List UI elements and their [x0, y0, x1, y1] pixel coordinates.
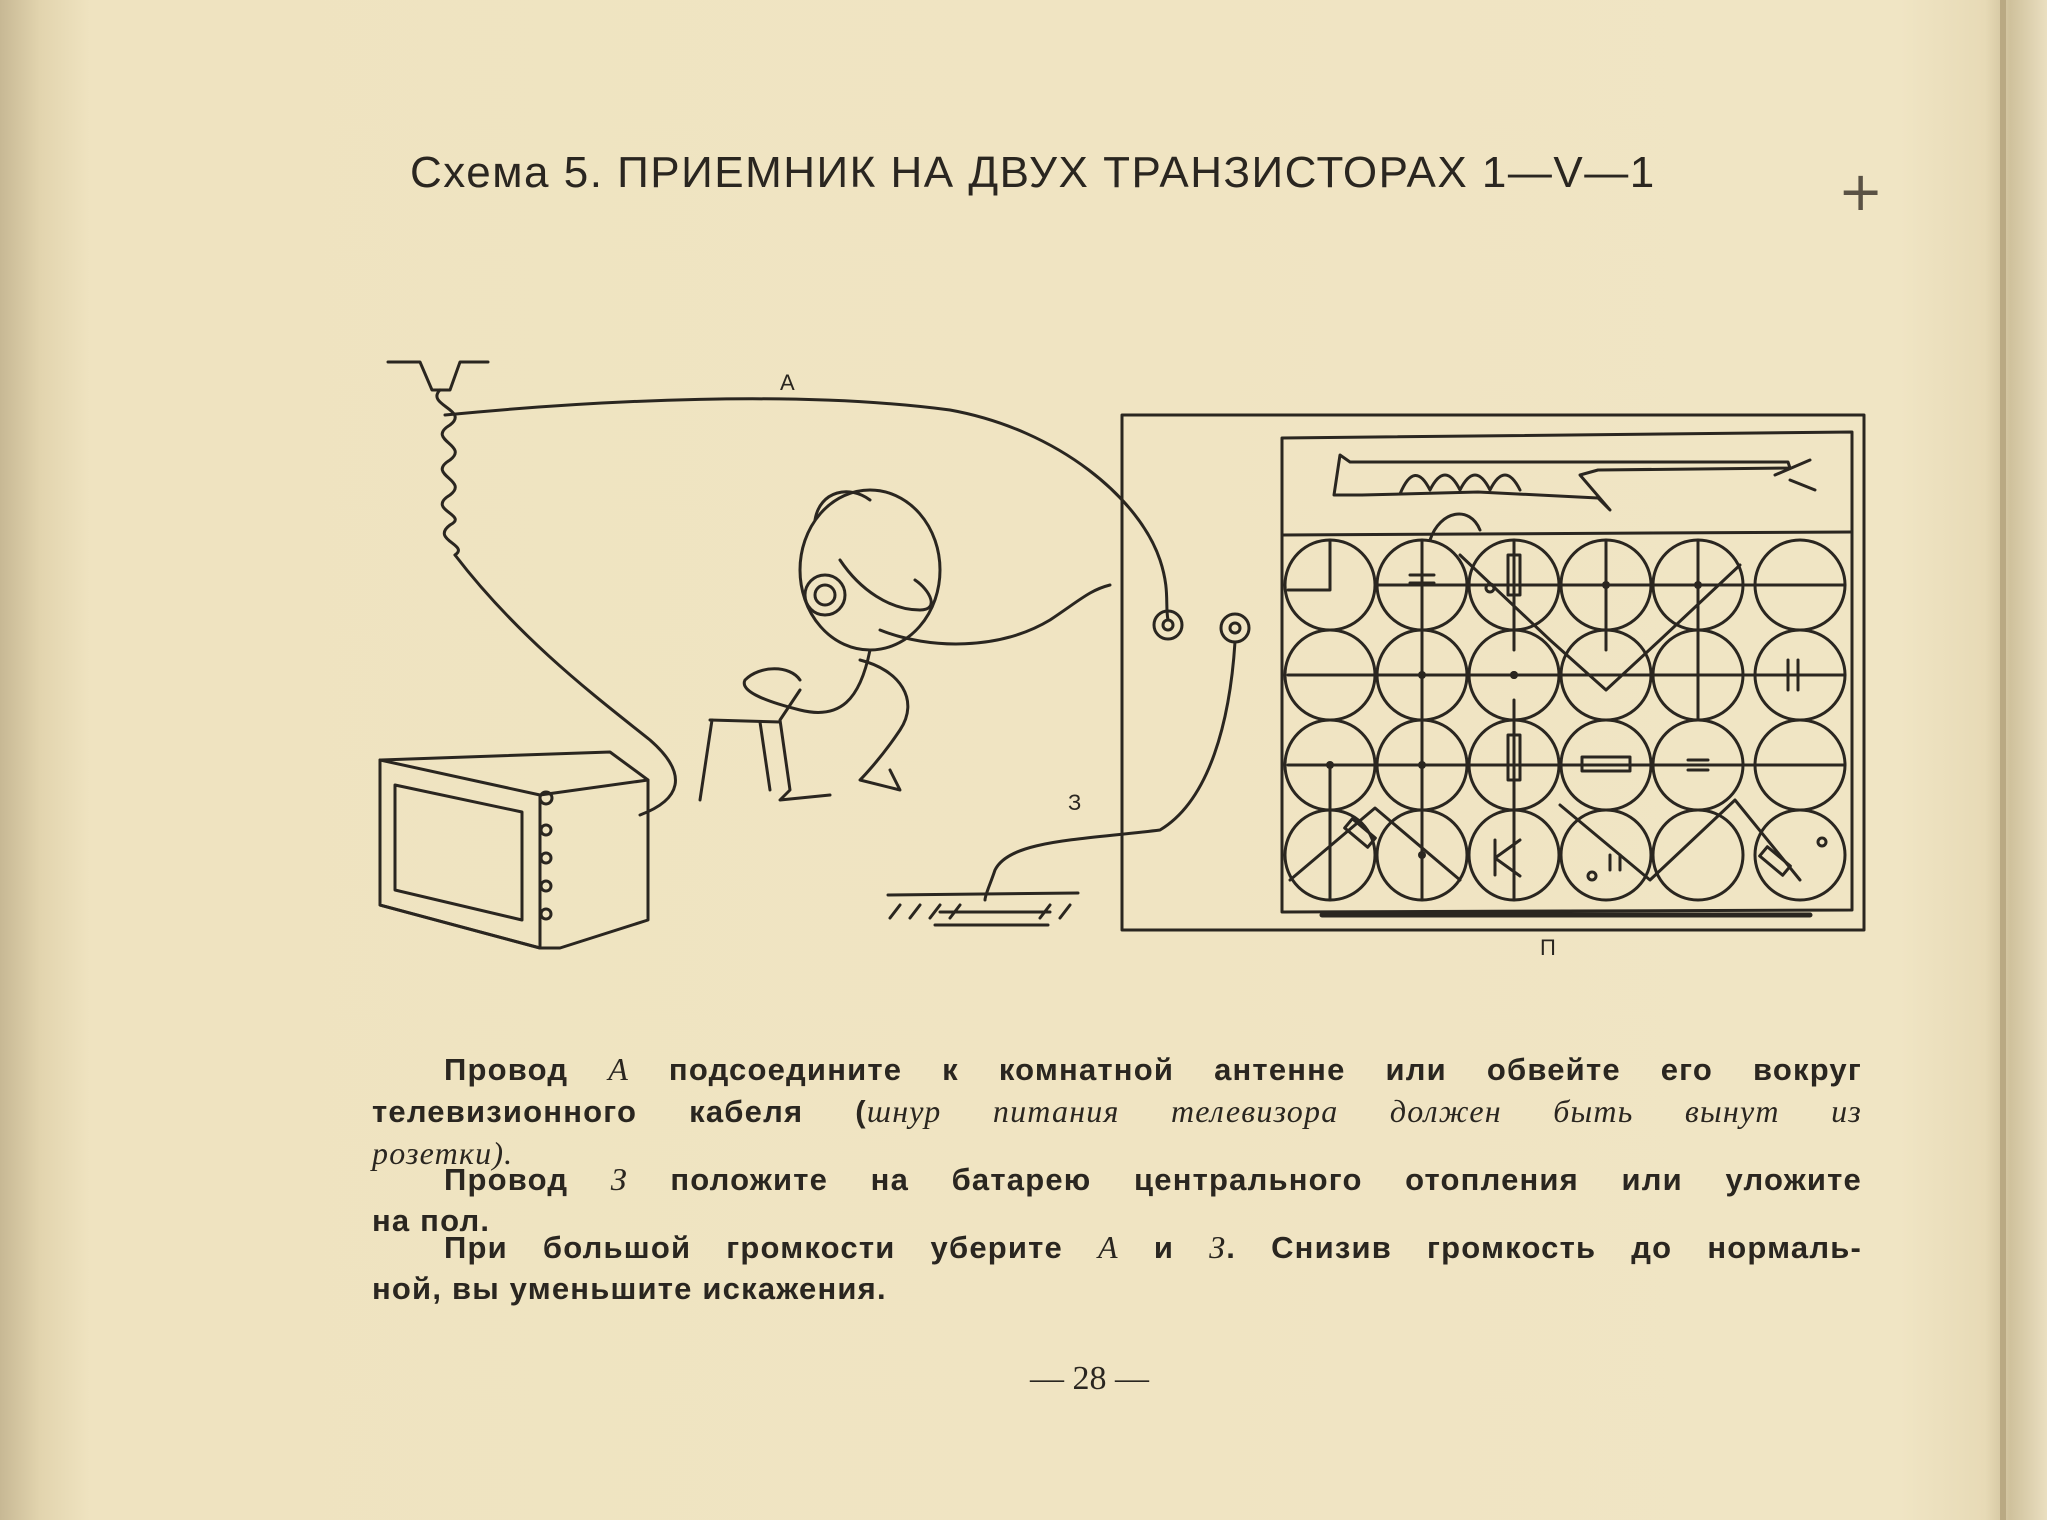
paragraph-1-line-2	[372, 1090, 1862, 1133]
p3-var-z: З	[1209, 1229, 1227, 1265]
p1-text: телевизионного кабеля (	[372, 1094, 867, 1129]
title-prefix: Схема	[410, 148, 550, 197]
figure-label-p: П	[1540, 935, 1556, 960]
boy-with-headphones-icon	[700, 490, 1110, 800]
figure-label-z: З	[1068, 790, 1082, 815]
p3-text: При большой громкости уберите	[444, 1230, 1099, 1265]
p1-var-a: А	[608, 1051, 629, 1087]
pencil-mark: +	[1838, 160, 1884, 223]
component-grid	[1285, 540, 1845, 900]
title-number: 5.	[563, 148, 604, 197]
paragraph-3-line-2: ной, вы уменьшите искажения.	[372, 1271, 887, 1306]
tv-icon	[380, 752, 648, 948]
p1-text: Провод	[444, 1052, 609, 1087]
p1-italic: шнур питания телевизора должен быть вынут из	[866, 1093, 1862, 1129]
paragraph-1-line-1	[444, 1048, 1862, 1091]
figure-label-a: А	[780, 370, 795, 395]
ground-icon	[888, 893, 1078, 925]
paragraph-2-line-2: на пол.	[372, 1203, 491, 1238]
p2-var-z: З	[610, 1161, 628, 1197]
paragraph-3-line-1	[444, 1226, 1862, 1269]
p3-text: . Снизив громкость до нормаль-	[1226, 1230, 1862, 1265]
p3-var-a: А	[1098, 1229, 1119, 1265]
p3-text: и	[1118, 1230, 1210, 1265]
page-number: — 28 —	[1030, 1360, 1149, 1397]
wire-z	[985, 642, 1235, 900]
paragraph-2-line-1	[444, 1158, 1862, 1201]
antenna-icon	[388, 362, 488, 390]
p1-text: подсоедините к комнатной антенне или обвейте его вокруг	[628, 1052, 1862, 1087]
p2-text: положите на батарею центрального отопления или уложите	[627, 1162, 1862, 1197]
p2-text: Провод	[444, 1162, 611, 1197]
title-text: ПРИЕМНИК НА ДВУХ ТРАНЗИСТОРАХ 1—V—1	[617, 148, 1656, 197]
p1-italic: розетки).	[372, 1135, 514, 1171]
